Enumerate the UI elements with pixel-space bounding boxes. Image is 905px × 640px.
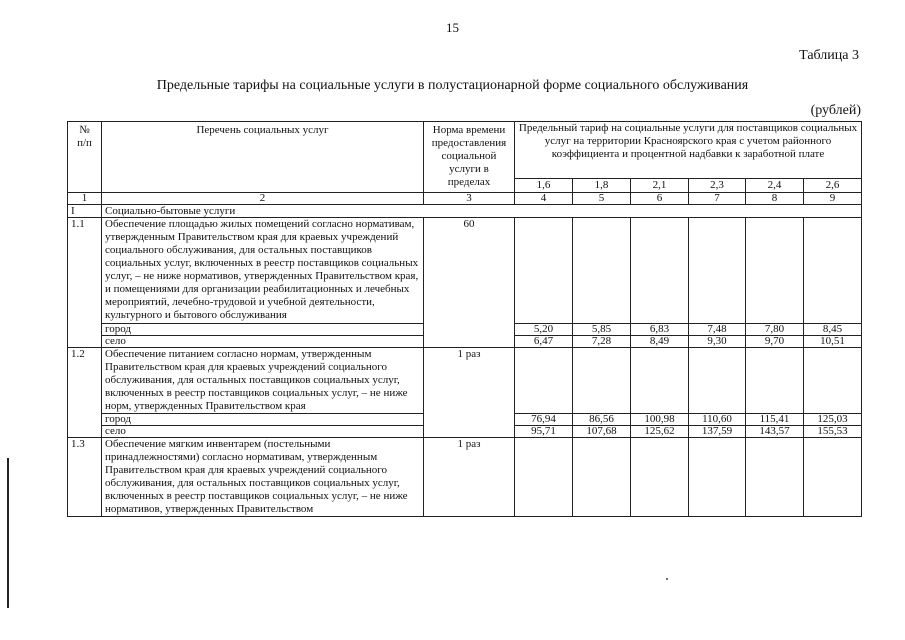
value-cell: 137,59: [689, 426, 746, 438]
value-cell: 8,45: [804, 324, 862, 336]
coef-cell: 2,3: [689, 179, 746, 193]
header-tariff: Предельный тариф на социальные услуги для поставщиков социальных услуг на территории Красноярского края с учетом районного коэффициента и процентной надбавки к заработной плате: [515, 122, 862, 179]
tariff-table: [67, 121, 862, 517]
city-label: город: [102, 414, 424, 426]
value-cell: 100,98: [631, 414, 689, 426]
value-cell: 9,70: [746, 336, 804, 348]
header-num: № п/п: [68, 122, 102, 193]
value-cell: 10,51: [804, 336, 862, 348]
row-code: 1.3: [68, 438, 102, 517]
value-cell: 110,60: [689, 414, 746, 426]
village-label: село: [102, 336, 424, 348]
table-row: [68, 218, 862, 324]
value-cell: 6,47: [515, 336, 573, 348]
coef-cell: 1,8: [573, 179, 631, 193]
col-number: 3: [424, 193, 515, 205]
row-description: Обеспечение питанием согласно нормам, утвержденным Правительством края для краевых учреждений социального обслуживания, для остальных поставщиков социальных услуг, включенных в реестр поставщиков социальных услуг, – не ниже норм, утвержденных Правительством края: [102, 348, 424, 414]
value-cell: 125,03: [804, 414, 862, 426]
value-cell: 107,68: [573, 426, 631, 438]
value-cell: 76,94: [515, 414, 573, 426]
table-label: Таблица 3: [799, 48, 859, 63]
value-cell: 8,49: [631, 336, 689, 348]
coef-cell: 2,1: [631, 179, 689, 193]
col-number: 4: [515, 193, 573, 205]
col-number: 2: [102, 193, 424, 205]
page-number: 15: [446, 20, 459, 35]
value-cell: 86,56: [573, 414, 631, 426]
coef-cell: 2,6: [804, 179, 862, 193]
col-number: 7: [689, 193, 746, 205]
header-norm: Норма времени предоставления социальной услуги в пределах: [424, 122, 515, 193]
col-number: 9: [804, 193, 862, 205]
coef-cell: 1,6: [515, 179, 573, 193]
section-name: Социально-бытовые услуги: [102, 205, 862, 218]
header-row: [68, 122, 862, 179]
value-cell: 125,62: [631, 426, 689, 438]
value-cell: 115,41: [746, 414, 804, 426]
header-services: Перечень социальных услуг: [102, 122, 424, 193]
row-description: Обеспечение площадью жилых помещений согласно нормативам, утвержденным Правительством края для краевых учреждений социального обслуживания, для остальных поставщиков социальных услуг, включенных в реестр поставщиков социальных услуг, – не ниже нормативов, утвержденных Правительством края, и помещениями для организации реабилитационных и лечебных мероприятий, лечебно-трудовой и учебной деятельности, культурного и бытового обслуживания: [102, 218, 424, 324]
value-cell: 95,71: [515, 426, 573, 438]
units-label: (рублей): [810, 103, 861, 118]
column-number-row: [68, 193, 862, 205]
row-norm: 1 раз: [424, 438, 515, 517]
scan-margin-mark: [7, 458, 9, 608]
row-code: 1.1: [68, 218, 102, 348]
row-norm: 1 раз: [424, 348, 515, 438]
value-cell: 7,48: [689, 324, 746, 336]
row-code: 1.2: [68, 348, 102, 438]
village-label: село: [102, 426, 424, 438]
col-number: 1: [68, 193, 102, 205]
city-label: город: [102, 324, 424, 336]
col-number: 5: [573, 193, 631, 205]
col-number: 8: [746, 193, 804, 205]
col-number: 6: [631, 193, 689, 205]
value-cell: 155,53: [804, 426, 862, 438]
value-cell: 6,83: [631, 324, 689, 336]
value-cell: 5,85: [573, 324, 631, 336]
coef-cell: 2,4: [746, 179, 804, 193]
section-row: [68, 205, 862, 218]
value-cell: 7,80: [746, 324, 804, 336]
document-title: Предельные тарифы на социальные услуги в полустационарной форме социального обслуживания: [156, 78, 749, 93]
value-cell: 143,57: [746, 426, 804, 438]
value-cell: 9,30: [689, 336, 746, 348]
row-description: Обеспечение мягким инвентарем (постельными принадлежностями) согласно нормативам, утвержденным Правительством края для краевых учреждений социального обслуживания, для остальных поставщиков социальных услуг, включенных в реестр поставщиков социальных услуг, – не ниже нормативов, утвержденных Правительством: [102, 438, 424, 517]
table-row: [68, 438, 862, 517]
table-row: [68, 348, 862, 414]
section-code: I: [68, 205, 102, 218]
scan-speck: [666, 578, 668, 580]
value-cell: 5,20: [515, 324, 573, 336]
row-norm: 60: [424, 218, 515, 348]
value-cell: 7,28: [573, 336, 631, 348]
